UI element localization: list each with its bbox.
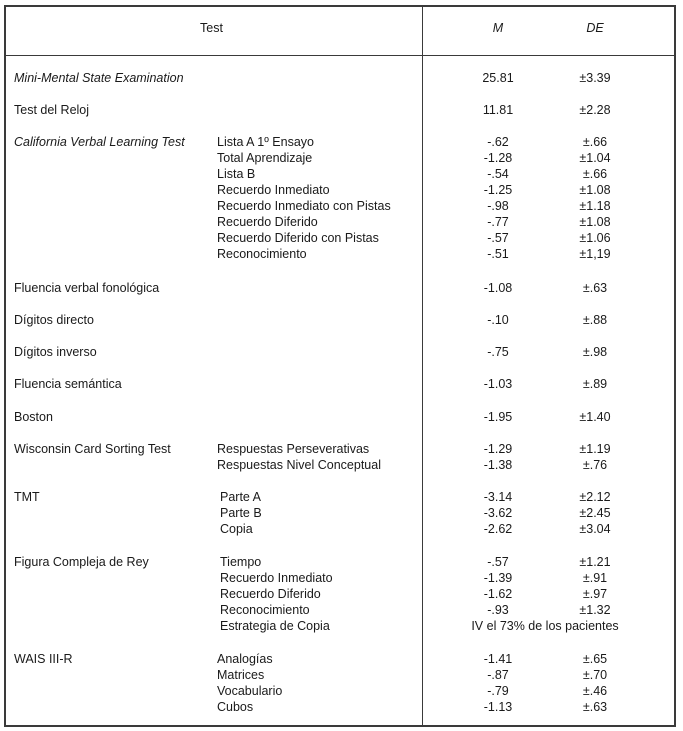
value-m: -1.39 xyxy=(483,571,513,585)
value-de: ±2.12 xyxy=(579,490,611,504)
subtest-label: Vocabulario xyxy=(217,684,283,698)
value-de: ±.88 xyxy=(582,313,608,327)
subtest-label: Cubos xyxy=(217,700,254,714)
subtest-label: Respuestas Nivel Conceptual xyxy=(217,458,381,472)
value-de: ±1.21 xyxy=(579,555,611,569)
value-de: ±.65 xyxy=(582,652,608,666)
row-label-digitos-inverso: Dígitos inverso xyxy=(14,345,97,359)
value-m: -1.38 xyxy=(483,458,513,472)
value-de: ±1.40 xyxy=(579,410,611,424)
value-de: ±1.18 xyxy=(579,199,611,213)
value-m: -.54 xyxy=(487,167,509,181)
value-de: ±.70 xyxy=(582,668,608,682)
value-m: -1.62 xyxy=(483,587,513,601)
row-label-digitos-directo: Dígitos directo xyxy=(14,313,94,327)
value-m: 25.81 xyxy=(482,71,514,85)
subtest-label: Total Aprendizaje xyxy=(217,151,313,165)
value-de: ±.66 xyxy=(582,167,608,181)
value-m: -2.62 xyxy=(483,522,513,536)
row-label-mmse: Mini-Mental State Examination xyxy=(14,71,184,85)
subtest-label: Copia xyxy=(220,522,253,536)
value-de: ±.66 xyxy=(582,135,608,149)
row-label-fluencia-fonologica: Fluencia verbal fonológica xyxy=(14,281,160,295)
subtest-label: Matrices xyxy=(217,668,265,682)
value-m: -3.14 xyxy=(483,490,513,504)
value-m: -.62 xyxy=(487,135,509,149)
subtest-label: Parte A xyxy=(220,490,261,504)
subtest-label: Reconocimiento xyxy=(217,247,307,261)
value-de: ±1.04 xyxy=(579,151,611,165)
subtest-label: Recuerdo Inmediato xyxy=(220,571,333,585)
value-m: -.75 xyxy=(487,345,509,359)
value-de: ±3.04 xyxy=(579,522,611,536)
value-de: ±2.28 xyxy=(579,103,611,117)
value-de: ±1.08 xyxy=(579,215,611,229)
subtest-label: Reconocimiento xyxy=(220,603,310,617)
value-m: -.79 xyxy=(487,684,509,698)
row-label-cvlt: California Verbal Learning Test xyxy=(14,135,185,149)
subtest-label: Recuerdo Diferido xyxy=(217,215,318,229)
value-m: -.10 xyxy=(487,313,509,327)
row-label-boston: Boston xyxy=(14,410,53,424)
value-m: -1.41 xyxy=(483,652,513,666)
value-de: ±.63 xyxy=(582,281,608,295)
row-label-wais: WAIS III-R xyxy=(14,652,73,666)
row-label-wcst: Wisconsin Card Sorting Test xyxy=(14,442,171,456)
subtest-label: Estrategia de Copia xyxy=(220,619,330,633)
value-de: ±1.06 xyxy=(579,231,611,245)
value-m: -1.95 xyxy=(483,410,513,424)
value-m: -1.28 xyxy=(483,151,513,165)
value-de: ±1.08 xyxy=(579,183,611,197)
value-m: -.51 xyxy=(487,247,509,261)
value-de: ±1.32 xyxy=(579,603,611,617)
value-m: -3.62 xyxy=(483,506,513,520)
subtest-label: Analogías xyxy=(217,652,273,666)
value-m: -.93 xyxy=(487,603,509,617)
subtest-label: Recuerdo Diferido xyxy=(220,587,321,601)
value-m: -.87 xyxy=(487,668,509,682)
value-combined: IV el 73% de los pacientes xyxy=(471,619,619,633)
subtest-label: Lista A 1º Ensayo xyxy=(217,135,314,149)
row-label-tmt: TMT xyxy=(14,490,40,504)
value-de: ±3.39 xyxy=(579,71,611,85)
value-m: -1.08 xyxy=(483,281,513,295)
subtest-label: Tiempo xyxy=(220,555,262,569)
header-m: M xyxy=(492,21,504,35)
value-m: -.98 xyxy=(487,199,509,213)
value-m: 11.81 xyxy=(482,103,514,117)
value-de: ±.91 xyxy=(582,571,608,585)
row-label-fluencia-semantica: Fluencia semántica xyxy=(14,377,122,391)
header-de: DE xyxy=(586,21,604,35)
value-m: -.57 xyxy=(487,231,509,245)
column-divider xyxy=(422,5,423,727)
row-label-rey: Figura Compleja de Rey xyxy=(14,555,149,569)
value-de: ±.89 xyxy=(582,377,608,391)
value-de: ±2.45 xyxy=(579,506,611,520)
subtest-label: Respuestas Perseverativas xyxy=(217,442,370,456)
value-m: -1.25 xyxy=(483,183,513,197)
value-de: ±1.19 xyxy=(579,442,611,456)
value-de: ±1,19 xyxy=(579,247,611,261)
subtest-label: Recuerdo Inmediato con Pistas xyxy=(217,199,391,213)
header-divider xyxy=(4,55,676,56)
value-m: -1.03 xyxy=(483,377,513,391)
value-m: -.77 xyxy=(487,215,509,229)
value-de: ±.46 xyxy=(582,684,608,698)
subtest-label: Lista B xyxy=(217,167,256,181)
header-test: Test xyxy=(200,21,223,35)
subtest-label: Recuerdo Inmediato xyxy=(217,183,330,197)
value-m: -.57 xyxy=(487,555,509,569)
value-de: ±.98 xyxy=(582,345,608,359)
value-de: ±.63 xyxy=(582,700,608,714)
value-m: -1.13 xyxy=(483,700,513,714)
subtest-label: Parte B xyxy=(220,506,262,520)
value-m: -1.29 xyxy=(483,442,513,456)
value-de: ±.97 xyxy=(582,587,608,601)
row-label-reloj: Test del Reloj xyxy=(14,103,90,117)
value-de: ±.76 xyxy=(582,458,608,472)
subtest-label: Recuerdo Diferido con Pistas xyxy=(217,231,379,245)
